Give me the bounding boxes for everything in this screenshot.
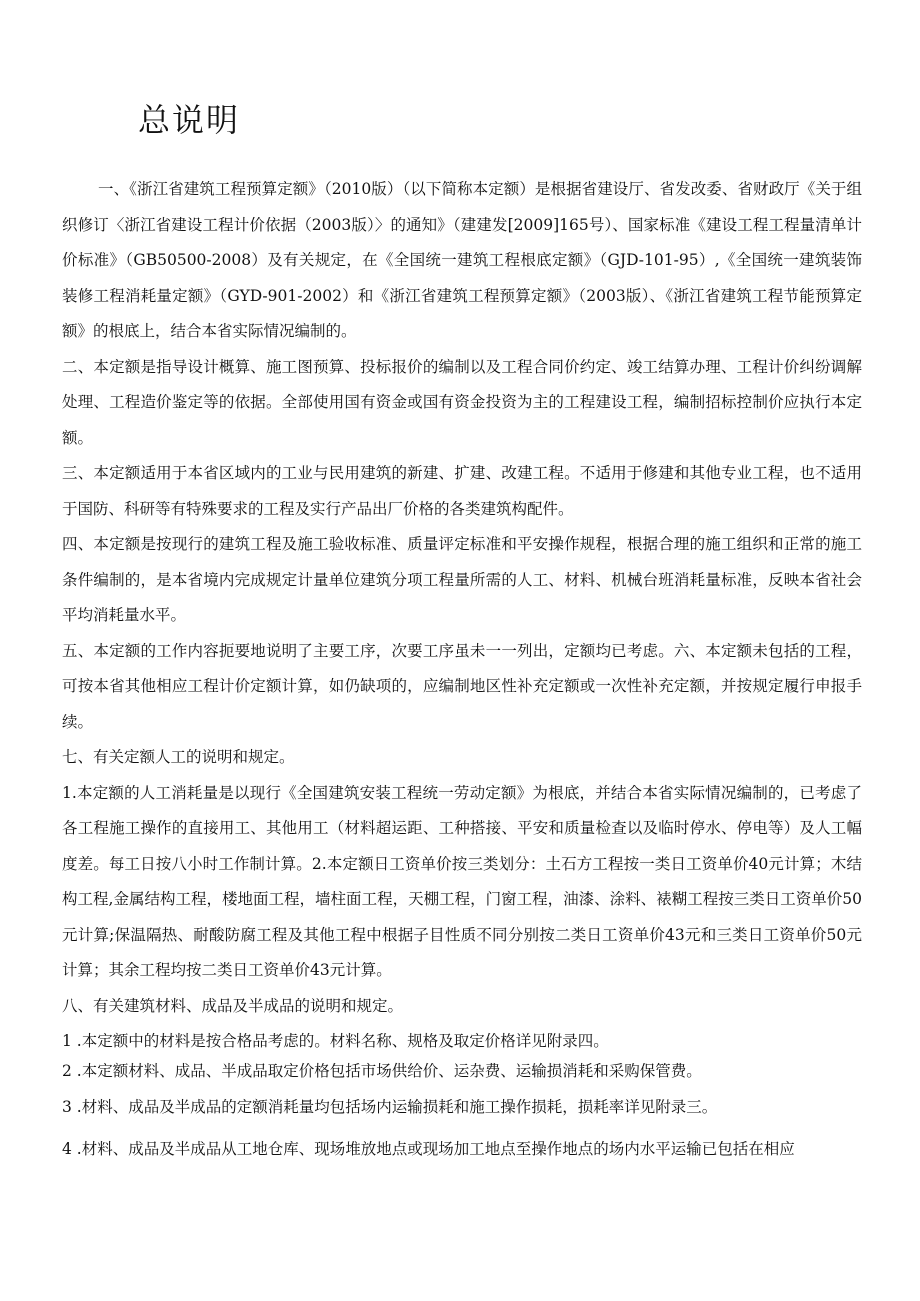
paragraph-3: 三、本定额适用于本省区域内的工业与民用建筑的新建、扩建、改建工程。不适用于修建和其他专业工程，也不适用于国防、科研等有特殊要求的工程及实行产品出厂价格的各类建筑构配件。 bbox=[62, 464, 862, 518]
paragraph-7-body: 1.本定额的人工消耗量是以现行《全国建筑安装工程统一劳动定额》为根底，并结合本省实际情况编制的，已考虑了各工程施工操作的直接用工、其他用工（材料超运距、工种搭接、平安和质量检查以及临时停水、停电等）及人工幅度差。每工日按八小时工作制计算。2.本定额日工资单价按三类划分：土石方工程按一类日工资单价40元计算；木结构工程,金属结构工程，楼地面工程，墙柱面工程，天棚工程，门窗工程，油漆、涂料、裱糊工程按三类日工资单价50元计算;保温隔热、耐酸防腐工程及其他工程中根据子目性质不同分别按二类日工资单价43元和三类日工资单价50元计算；其余工程均按二类日工资单价43元计算。 bbox=[62, 783, 862, 979]
list-item-4: 4 .材料、成品及半成品从工地仓库、现场堆放地点或现场加工地点至操作地点的场内水平运输已包括在相应 bbox=[62, 1139, 795, 1158]
paragraph-1: 一、《浙江省建筑工程预算定额》（2010版）（以下简称本定额）是根据省建设厅、省发改委、省财政厅《关于组织修订〈浙江省建设工程计价依据（2003版）〉的通知》（建建发[2009]165号）、国家标准《建设工程工程量清单计价标准》（GB50500-2008）及有关规定，在《全国统一建筑工程根底定额》（GJD-101-95）,《全国统一建筑装饰装修工程消耗量定额》（GYD-901-2002）和《浙江省建筑工程预算定额》（2003版）、《浙江省建筑工程节能预算定额》的根底上，结合本省实际情况编制的。 bbox=[62, 180, 862, 340]
paragraph-5: 五、本定额的工作内容扼要地说明了主要工序，次要工序虽未一一列出，定额均已考虑。六、本定额未包括的工程，可按本省其他相应工程计价定额计算，如仍缺项的，应编制地区性补充定额或一次性补充定额，并按规定履行申报手续。 bbox=[62, 641, 862, 731]
page-title: 总说明 bbox=[138, 101, 241, 139]
paragraph-7-heading: 七、有关定额人工的说明和规定。 bbox=[62, 748, 295, 766]
paragraph-2: 二、本定额是指导设计概算、施工图预算、投标报价的编制以及工程合同价约定、竣工结算办理、工程计价纠纷调解处理、工程造价鉴定等的依据。全部使用国有资金或国有资金投资为主的工程建设工程，编制招标控制价应执行本定额。 bbox=[62, 357, 862, 447]
list-item-2: 2 .本定额材料、成品、半成品取定价格包括市场供给价、运杂费、运输损消耗和采购保管费。 bbox=[62, 1062, 702, 1080]
document-body bbox=[62, 172, 862, 1167]
list-item-1: 1 .本定额中的材料是按合格品考虑的。材料名称、规格及取定价格详见附录四。 bbox=[62, 1032, 609, 1050]
paragraph-8-heading: 八、有关建筑材料、成品及半成品的说明和规定。 bbox=[62, 996, 404, 1015]
paragraph-4: 四、本定额是按现行的建筑工程及施工验收标准、质量评定标准和平安操作规程，根据合理的施工组织和正常的施工条件编制的，是本省境内完成规定计量单位建筑分项工程量所需的人工、材料、机械台班消耗量标准，反映本省社会平均消耗量水平。 bbox=[62, 535, 862, 624]
list-item-3: 3 .材料、成品及半成品的定额消耗量均包括场内运输损耗和施工操作损耗，损耗率详见附录三。 bbox=[62, 1098, 718, 1116]
